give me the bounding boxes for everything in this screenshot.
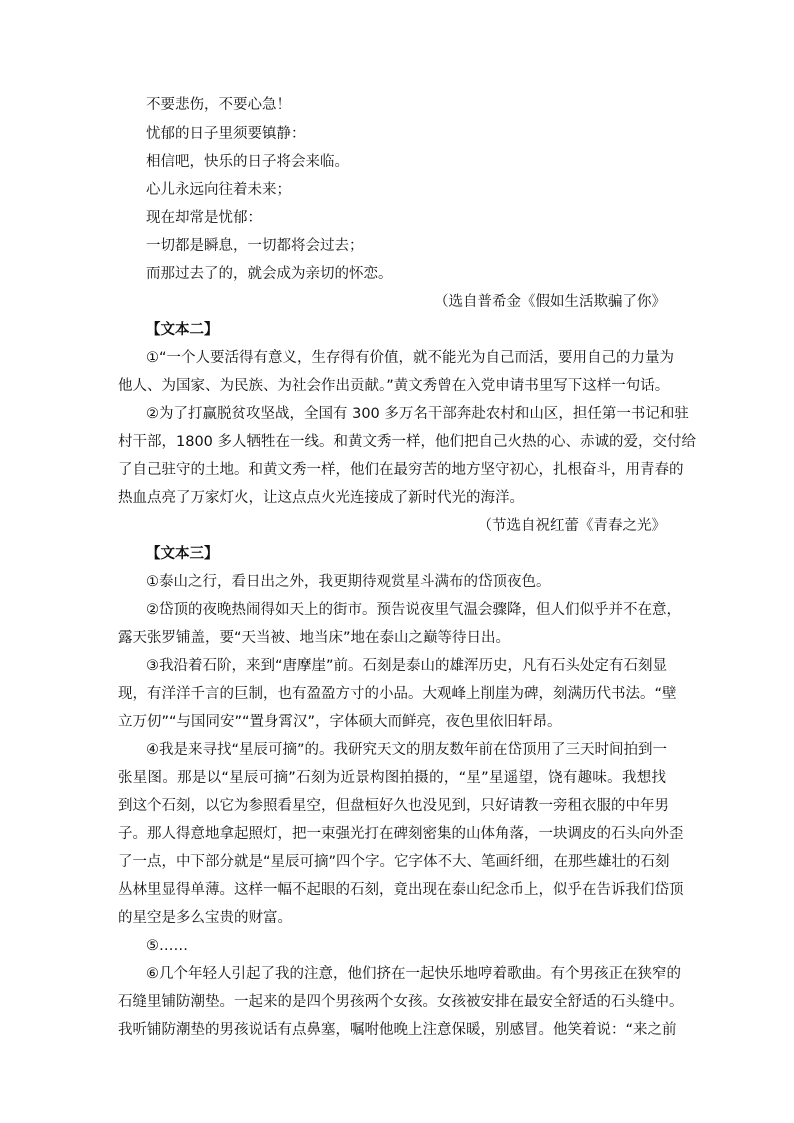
poem-source: （选自普希金《假如生活欺骗了你》	[434, 294, 666, 310]
text2-line: 热血点亮了万家灯火，让这点点火光连接成了新时代光的海洋。	[118, 490, 524, 506]
text3-line: 丛林里显得单薄。这样一幅不起眼的石刻，竟出现在泰山纪念币上，似乎在告诉我们岱顶	[118, 882, 684, 898]
text3-line: 露天张罗铺盖，要“天当被、地当床”地在泰山之巅等待日出。	[118, 630, 511, 646]
text3-line: ①泰山之行，看日出之外，我更期待观赏星斗满布的岱顶夜色。	[146, 574, 551, 590]
poem-line: 心儿永远向往着未来；	[146, 182, 291, 198]
text3-line: 石缝里铺防潮垫。一起来的是四个男孩两个女孩。女孩被安排在最安全舒适的石头缝中。	[118, 994, 684, 1010]
poem-line: 相信吧，快乐的日子将会来临。	[146, 154, 349, 170]
text3-line: ②岱顶的夜晚热闹得如天上的街市。预告说夜里气温会骤降，但人们似乎并不在意，	[146, 602, 681, 618]
text3-line: 立万仞”“与国同安”“置身霄汉”，字体硕大而鲜亮，夜色里依旧轩昂。	[118, 714, 562, 730]
poem-line: 忧郁的日子里须要镇静：	[146, 126, 306, 142]
text2-line: ②为了打赢脱贫攻坚战，全国有 300 多万名干部奔赴农村和山区，担任第一书记和驻	[146, 406, 689, 422]
text3-line: 我听铺防潮垫的男孩说话有点鼻塞，嘱咐他晚上注意保暖，别感冒。他笑着说：“来之前	[118, 1022, 677, 1038]
text2-line: ①“一个人要活得有意义，生存得有价值，就不能光为自己而活，要用自己的力量为	[146, 350, 675, 366]
poem-line: 一切都是瞬息，一切都将会过去；	[146, 238, 364, 254]
text2-line: 了自己驻守的土地。和黄文秀一样，他们在最穷苦的地方坚守初心，扎根奋斗，用青春的	[118, 462, 684, 478]
text3-line: 张星图。那是以“星辰可摘”石刻为近景构图拍摄的，“星”星遥望，饶有趣味。我想找	[118, 770, 666, 786]
text3-line: 到这个石刻，以它为参照看星空，但盘桓好久也没见到，只好请教一旁租衣服的中年男	[118, 798, 669, 814]
text3-line: 的星空是多么宝贵的财富。	[118, 910, 292, 926]
text2-source: （节选自祝红蕾《青春之光》	[477, 518, 666, 534]
text3-line: 了一点，中下部分就是“星辰可摘”四个字。它字体不大、笔画纤细，在那些雄壮的石刻	[118, 854, 670, 870]
text2-heading: 【文本二】	[146, 322, 219, 338]
text3-line: ③我沿着石阶，来到“唐摩崖”前。石刻是泰山的雄浑历史，凡有石头处定有石刻显	[146, 658, 668, 674]
text2-line: 村干部，1800 多人牺牲在一线。和黄文秀一样，他们把自己火热的心、赤诚的爱，交付给	[118, 434, 697, 450]
poem-line: 而那过去了的，就会成为亲切的怀恋。	[146, 266, 393, 282]
text3-line: ⑥几个年轻人引起了我的注意，他们挤在一起快乐地哼着歌曲。有个男孩正在狭窄的	[146, 966, 681, 982]
text3-line: 子。那人得意地拿起照灯，把一束强光打在碑刻密集的山体角落，一块调皮的石头向外歪	[118, 826, 684, 842]
text3-line: 现，有洋洋千言的巨制，也有盈盈方寸的小品。大观峰上削崖为碑，刻满历代书法。“壁	[118, 686, 677, 702]
text3-line: ④我是来寻找“星辰可摘”的。我研究天文的朋友数年前在岱顶用了三天时间拍到一	[146, 742, 668, 758]
text3-line: ⑤……	[146, 938, 188, 954]
poem-line: 不要悲伤，不要心急！	[146, 97, 291, 113]
poem-line: 现在却常是忧郁：	[146, 210, 262, 226]
text2-line: 他人、为国家、为民族、为社会作出贡献。”黄文秀曾在入党申请书里写下这样一句话。	[118, 378, 670, 394]
text3-heading: 【文本三】	[146, 546, 219, 562]
